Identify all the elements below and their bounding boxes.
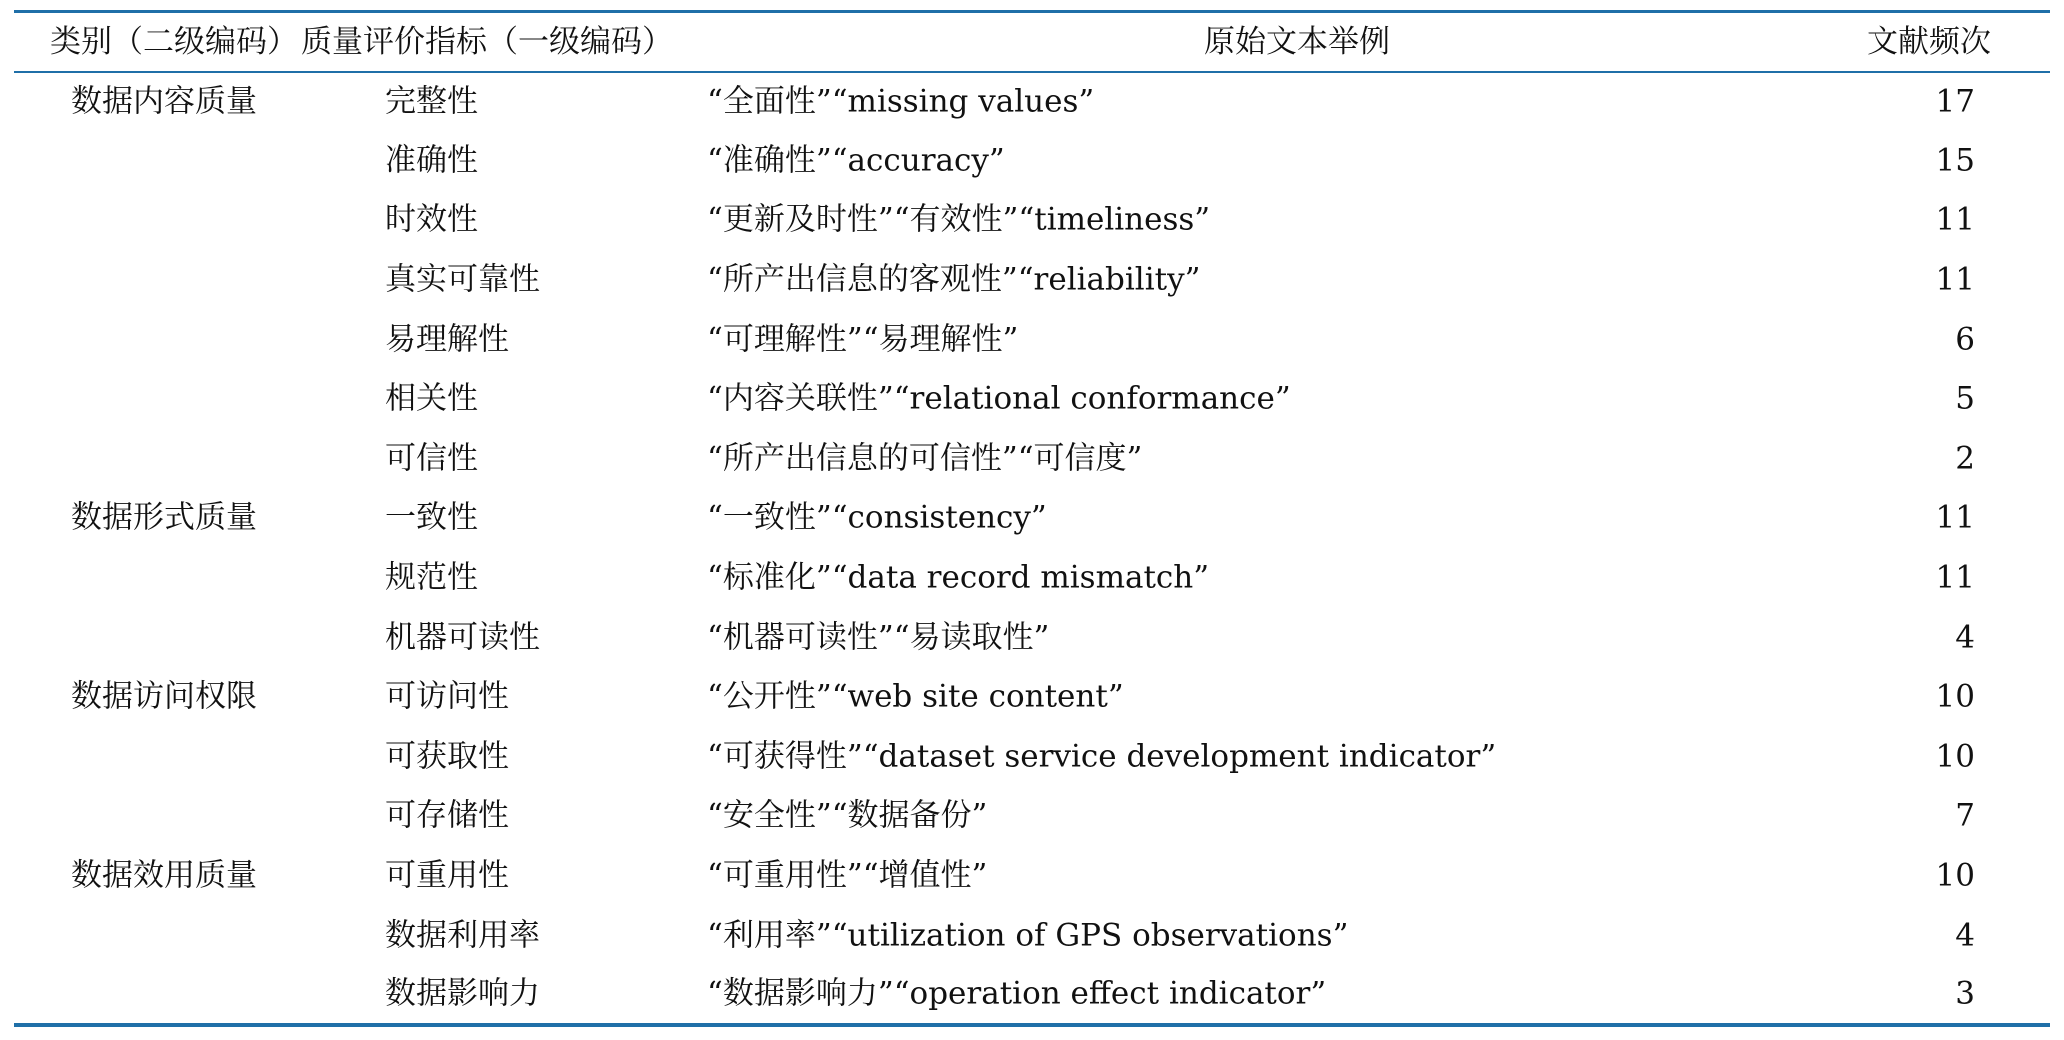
indicator-cell: 准确性: [385, 142, 478, 179]
row-cell-group: [14, 191, 2050, 251]
header-category: 类别（二级编码）: [50, 24, 298, 60]
example-cell: “利用率”“utilization of GPS observations”: [707, 917, 1349, 954]
table-row: [14, 369, 2050, 429]
indicator-cell: 机器可读性: [385, 619, 540, 656]
example-cell: “安全性”“数据备份”: [707, 797, 988, 834]
row-cell-group: [14, 72, 2050, 132]
table-row: [14, 727, 2050, 787]
category-cell: 数据效用质量: [71, 857, 257, 894]
frequency-cell: 4: [1955, 917, 1975, 954]
frequency-cell: 10: [1935, 678, 1975, 715]
table-row: [14, 489, 2050, 549]
category-cell: 数据访问权限: [71, 678, 257, 715]
table-body: [14, 72, 2050, 1026]
row-cell-group: [14, 310, 2050, 370]
example-cell: “全面性”“missing values”: [707, 83, 1095, 120]
example-cell: “所产出信息的客观性”“reliability”: [707, 261, 1201, 298]
indicator-cell: 时效性: [385, 201, 478, 238]
indicator-cell: 可获取性: [385, 738, 509, 775]
row-cell-group: [14, 548, 2050, 608]
frequency-cell: 10: [1935, 857, 1975, 894]
header-row: [14, 12, 2050, 72]
indicator-cell: 完整性: [385, 83, 478, 120]
example-cell: “准确性”“accuracy”: [707, 142, 1005, 179]
indicator-cell: 数据利用率: [385, 917, 540, 954]
frequency-cell: 7: [1955, 797, 1975, 834]
frequency-cell: 2: [1955, 440, 1975, 477]
indicator-cell: 规范性: [385, 559, 478, 596]
frequency-cell: 11: [1935, 261, 1975, 298]
example-cell: “公开性”“web site content”: [707, 678, 1124, 715]
table-row: [14, 787, 2050, 847]
indicator-cell: 相关性: [385, 380, 478, 417]
header-example: 原始文本举例: [1204, 24, 1390, 60]
indicator-cell: 易理解性: [385, 321, 509, 358]
indicator-cell: 真实可靠性: [385, 261, 540, 298]
frequency-cell: 6: [1955, 321, 1975, 358]
row-cell-group: [14, 429, 2050, 489]
row-cell-group: [14, 727, 2050, 787]
example-cell: “标准化”“data record mismatch”: [707, 559, 1210, 596]
example-cell: “更新及时性”“有效性”“timeliness”: [707, 201, 1211, 238]
example-cell: “可获得性”“dataset service development indicator”: [707, 738, 1497, 775]
example-cell: “一致性”“consistency”: [707, 499, 1047, 536]
table-row: [14, 965, 2050, 1025]
frequency-cell: 15: [1935, 142, 1975, 179]
row-cell-group: [14, 369, 2050, 429]
frequency-cell: 3: [1955, 975, 1975, 1012]
indicator-cell: 可存储性: [385, 797, 509, 834]
table-row: [14, 548, 2050, 608]
row-cell-group: [14, 787, 2050, 847]
row-cell-group: [14, 667, 2050, 727]
table-row: [14, 250, 2050, 310]
category-cell: 数据内容质量: [71, 83, 257, 120]
example-cell: “机器可读性”“易读取性”: [707, 619, 1050, 656]
indicator-cell: 可信性: [385, 440, 478, 477]
frequency-cell: 17: [1935, 83, 1975, 120]
row-cell-group: [14, 489, 2050, 549]
data-quality-table: [14, 10, 2050, 1027]
frequency-cell: 4: [1955, 619, 1975, 656]
example-cell: “可重用性”“增值性”: [707, 857, 988, 894]
example-cell: “所产出信息的可信性”“可信度”: [707, 440, 1143, 477]
table-row: [14, 131, 2050, 191]
example-cell: “可理解性”“易理解性”: [707, 321, 1019, 358]
header-indicator: 质量评价指标（一级编码）: [301, 24, 673, 60]
frequency-cell: 5: [1955, 380, 1975, 417]
indicator-cell: 可访问性: [385, 678, 509, 715]
table-row: [14, 906, 2050, 966]
row-cell-group: [14, 906, 2050, 966]
indicator-cell: 一致性: [385, 499, 478, 536]
table-header: [14, 12, 2050, 72]
example-cell: “数据影响力”“operation effect indicator”: [707, 975, 1327, 1012]
row-cell-group: [14, 131, 2050, 191]
header-frequency: 文献频次: [1867, 24, 1991, 60]
frequency-cell: 11: [1935, 499, 1975, 536]
frequency-cell: 10: [1935, 738, 1975, 775]
row-cell-group: [14, 965, 2050, 1025]
frequency-cell: 11: [1935, 201, 1975, 238]
table-row: [14, 72, 2050, 132]
row-cell-group: [14, 250, 2050, 310]
category-cell: 数据形式质量: [71, 499, 257, 536]
indicator-cell: 可重用性: [385, 857, 509, 894]
example-cell: “内容关联性”“relational conformance”: [707, 380, 1291, 417]
table-row: [14, 608, 2050, 668]
table-row: [14, 846, 2050, 906]
row-cell-group: [14, 608, 2050, 668]
row-cell-group: [14, 846, 2050, 906]
table-row: [14, 429, 2050, 489]
table-row: [14, 191, 2050, 251]
table-row: [14, 310, 2050, 370]
header-cell-group: [14, 12, 2050, 72]
indicator-cell: 数据影响力: [385, 975, 540, 1012]
frequency-cell: 11: [1935, 559, 1975, 596]
table-row: [14, 667, 2050, 727]
